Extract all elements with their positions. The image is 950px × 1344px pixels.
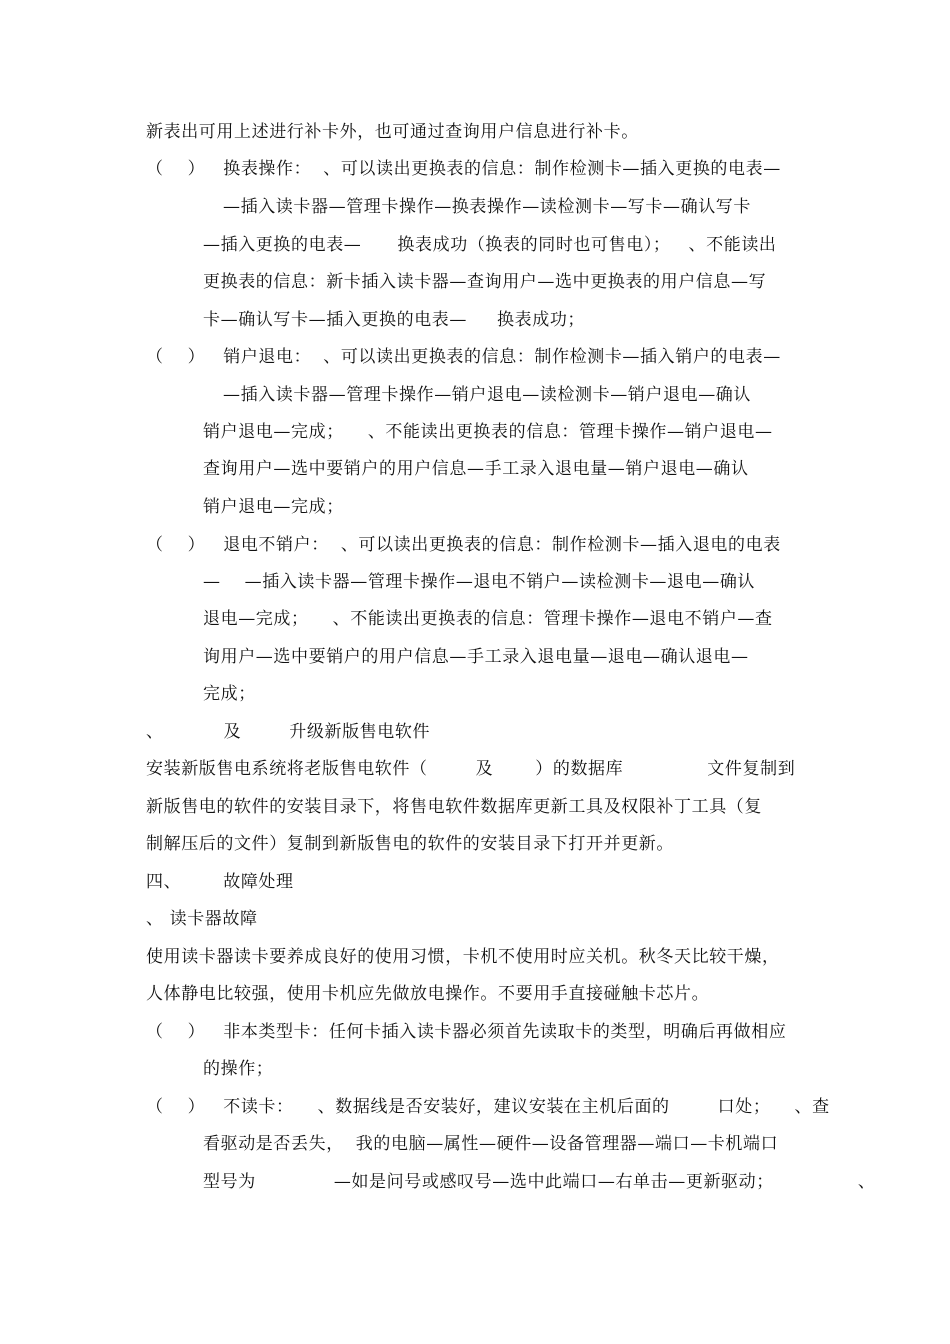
text-line-7: （ ） 销户退电： 、可以读出更换表的信息：制作检测卡—插入销户的电表— [146, 347, 781, 367]
text-line-19: 新版售电的软件的安装目录下，将售电软件数据库更新工具及权限补丁工具（复 [146, 797, 762, 817]
text-line-9: 销户退电—完成； 、不能读出更换表的信息：管理卡操作—销户退电— [203, 422, 773, 442]
text-line-10: 查询用户—选中要销户的用户信息—手工录入退电量—销户退电—确认 [203, 459, 749, 479]
text-line-26: 的操作； [203, 1059, 274, 1079]
section-heading-card-reader: 、 读卡器故障 [146, 909, 258, 929]
text-line-16: 完成； [203, 684, 256, 704]
text-line-2: （ ） 换表操作： 、可以读出更换表的信息：制作检测卡—插入更换的电表— [146, 159, 781, 179]
text-line-5: 更换表的信息：新卡插入读卡器—查询用户—选中更换表的用户信息—写 [203, 272, 767, 292]
text-line-4: —插入更换的电表— 换表成功（换表的同时也可售电）； 、不能读出 [203, 235, 777, 255]
text-line-3: —插入读卡器—管理卡操作—换表操作—读检测卡—写卡—确认写卡 [223, 197, 751, 217]
text-line-14: 退电—完成； 、不能读出更换表的信息：管理卡操作—退电不销户—查 [203, 609, 773, 629]
text-line-12: （ ） 退电不销户： 、可以读出更换表的信息：制作检测卡—插入退电的电表 [146, 535, 781, 555]
text-line-24: 人体静电比较强，使用卡机应先做放电操作。不要用手直接碰触卡芯片。 [146, 984, 710, 1004]
text-line-25: （ ） 非本类型卡：任何卡插入读卡器必须首先读取卡的类型，明确后再做相应 [146, 1022, 787, 1042]
text-line-28: 看驱动是否丢失， 我的电脑—属性—硬件—设备管理器—端口—卡机端口 [203, 1134, 779, 1154]
section-heading-upgrade: 、 及 升级新版售电软件 [146, 722, 431, 742]
text-line-11: 销户退电—完成； [203, 497, 344, 517]
text-line-6: 卡—确认写卡—插入更换的电表— 换表成功； [203, 310, 586, 330]
text-line-15: 询用户—选中要销户的用户信息—手工录入退电量—退电—确认退电— [203, 647, 749, 667]
text-line-20: 制解压后的文件）复制到新版售电的软件的安装目录下打开并更新。 [146, 834, 674, 854]
text-line-23: 使用读卡器读卡要养成良好的使用习惯，卡机不使用时应关机。秋冬天比较干燥， [146, 947, 780, 967]
text-line-18: 安装新版售电系统将老版售电软件（ 及 ）的数据库 文件复制到 [146, 759, 796, 779]
text-line-1: 新表出可用上述进行补卡外，也可通过查询用户信息进行补卡。 [146, 122, 639, 142]
text-line-13: — —插入读卡器—管理卡操作—退电不销户—读检测卡—退电—确认 [203, 572, 756, 592]
text-line-27: （ ） 不读卡： 、数据线是否安装好，建议安装在主机后面的 口处； 、查 [146, 1097, 830, 1117]
text-line-8: —插入读卡器—管理卡操作—销户退电—读检测卡—销户退电—确认 [223, 385, 751, 405]
section-heading-troubleshooting: 四、 故障处理 [146, 872, 294, 892]
text-line-29: 型号为 —如是问号或感叹号—选中此端口—右单击—更新驱动； 、 [203, 1172, 876, 1192]
